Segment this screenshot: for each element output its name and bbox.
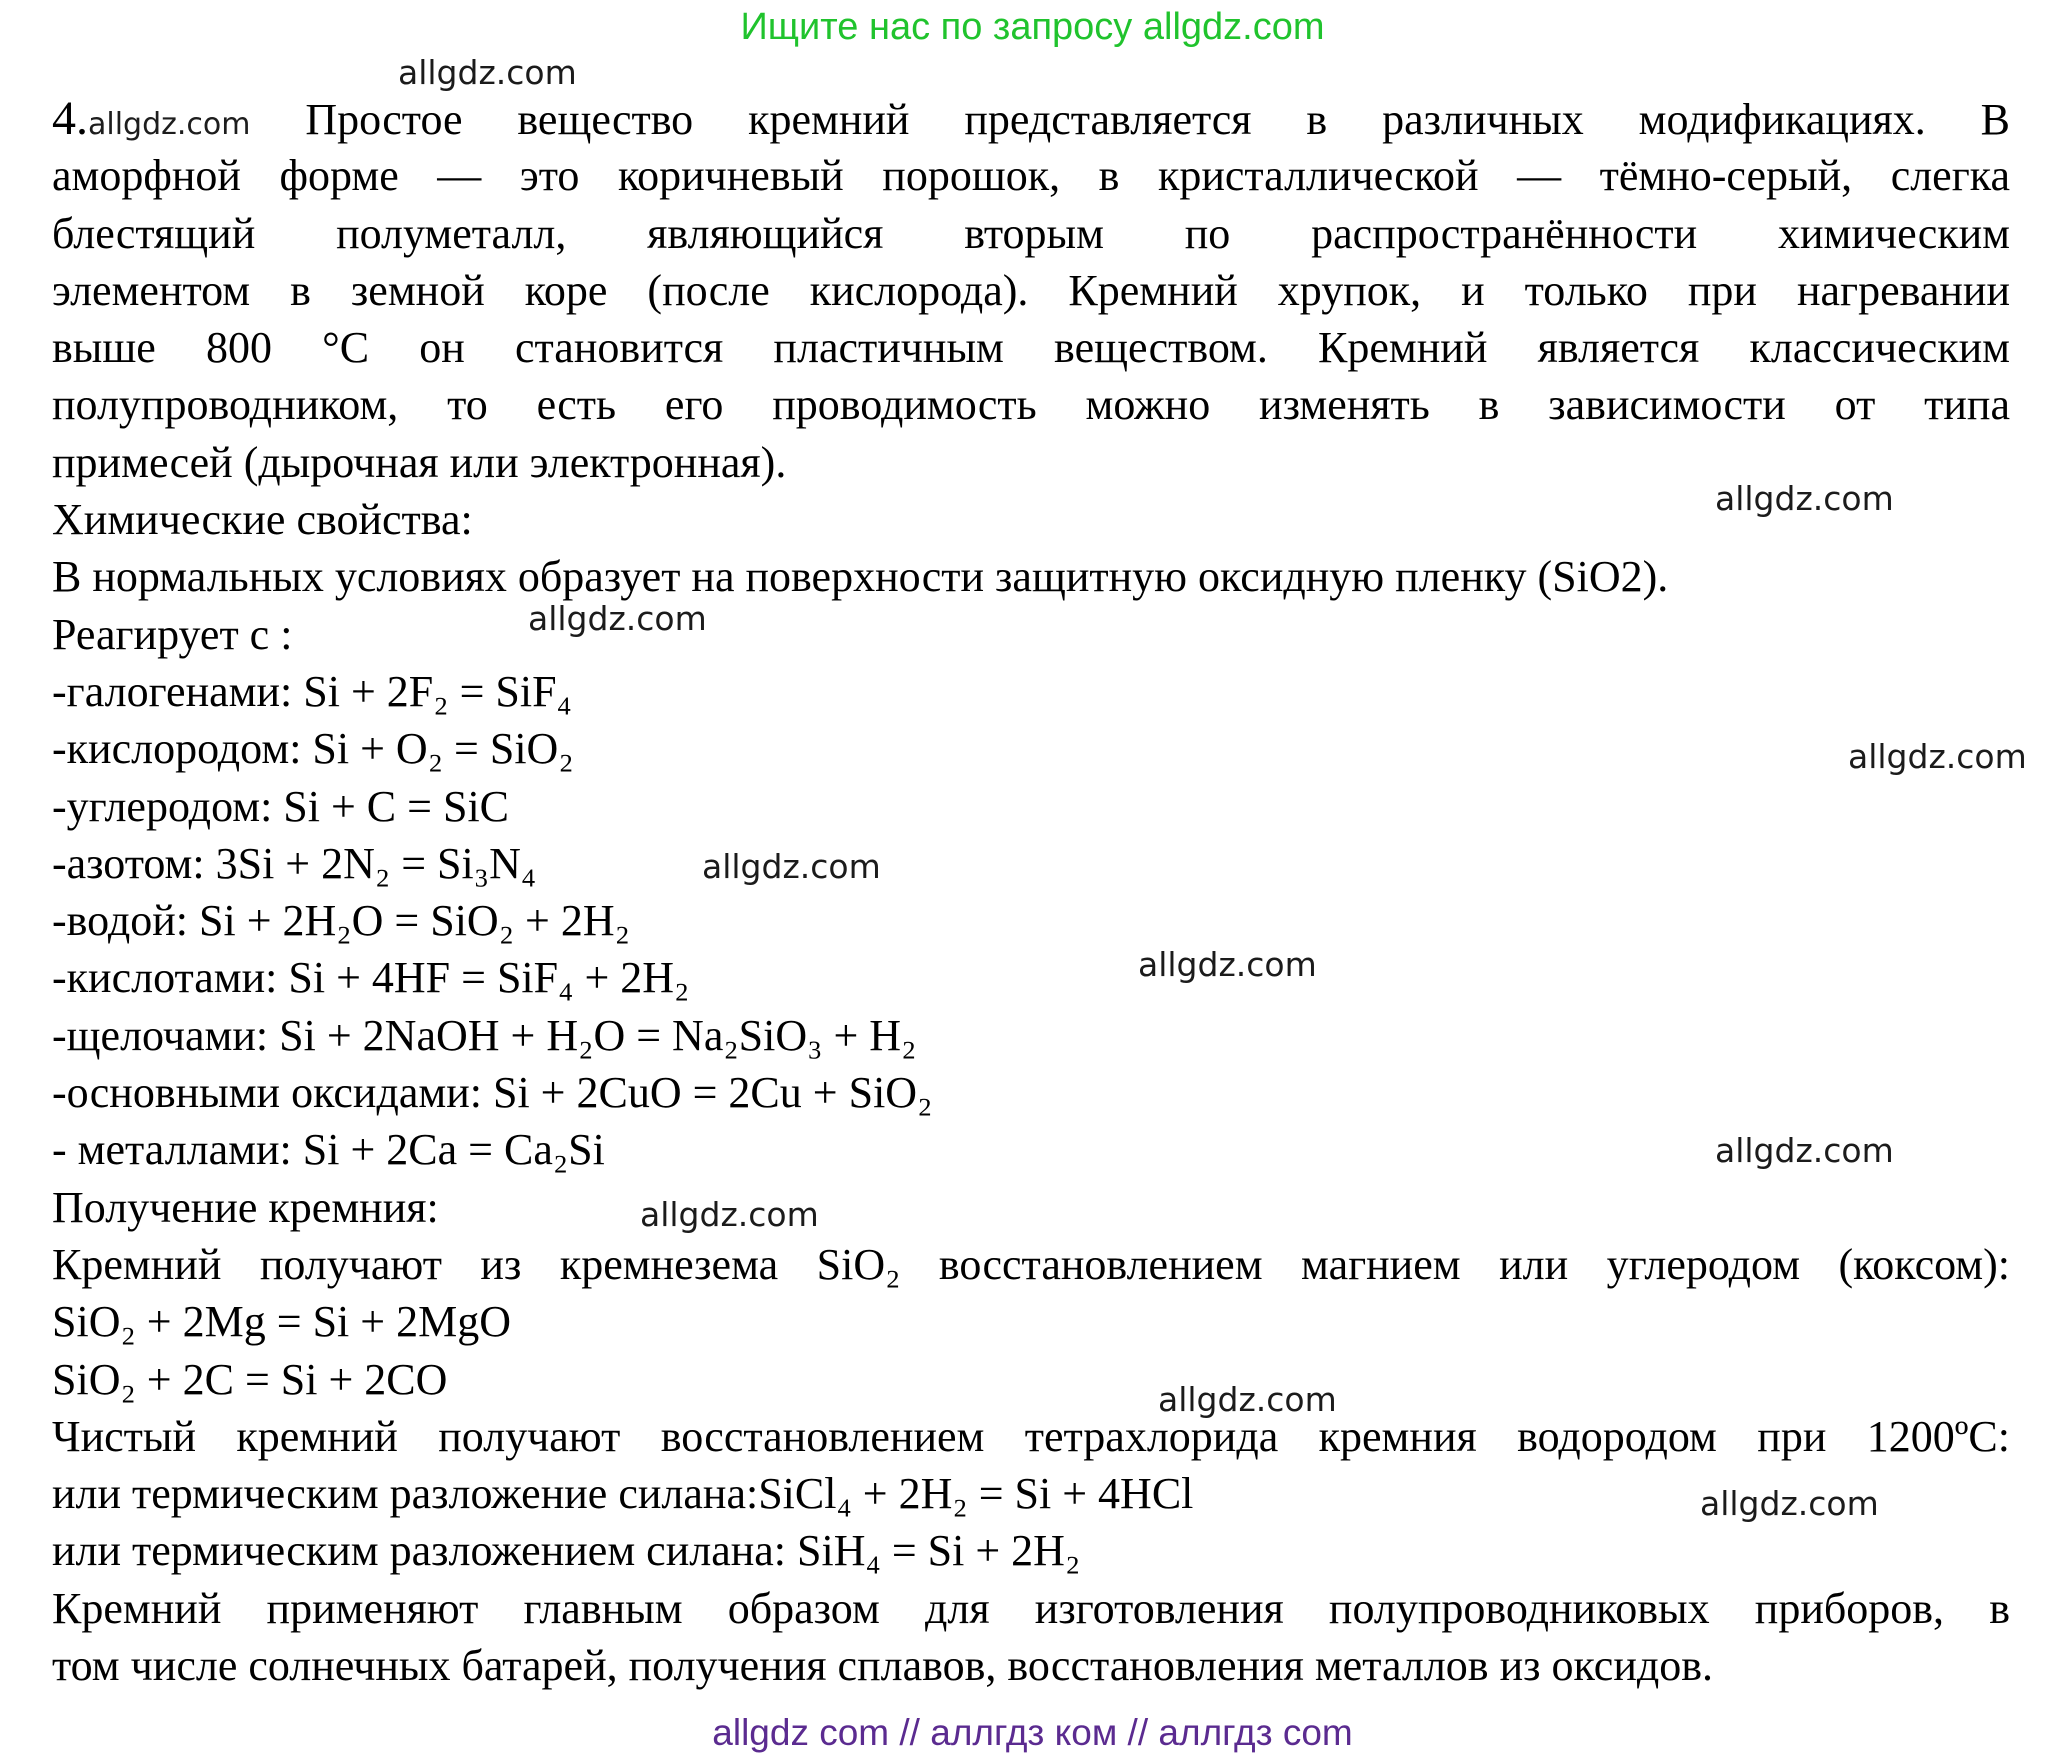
intro-line: аморфной форме — это коричневый порошок, в кристаллической — тёмно-серый, слегка <box>52 151 2010 201</box>
production-intro-line: Кремний получают из кремнезема SiO₂ восстановлением магнием или углеродом (коксом): <box>52 1239 2010 1289</box>
intro-line: выше 800 °С он становится пластичным веществом. Кремний является классическим <box>52 323 2010 373</box>
reaction-alkalis: -щелочами: Si + 2NaOH + H₂O = Na₂SiO₃ + H₂ <box>52 1010 917 1060</box>
heading-silicon-production: Получение кремния: <box>52 1182 439 1232</box>
watermark-allgdz: allgdz.com <box>1700 1484 1879 1523</box>
intro-line: блестящий полуметалл, являющийся вторым по распространённости химическим <box>52 208 2010 258</box>
promo-header: Ищите нас по запросу allgdz.com <box>740 6 1325 48</box>
pure-silicon-line: Чистый кремний получают восстановлением тетрахлорида кремния водородом при 1200ºС: <box>52 1411 2010 1461</box>
normal-conditions-line: В нормальных условиях образует на поверхности защитную оксидную пленку (SiO2). <box>52 552 1669 602</box>
item-number: 4. <box>52 92 88 145</box>
silane-decomposition-line-2: или термическим разложением силана: SiH₄ = Si + 2H₂ <box>52 1526 1081 1576</box>
intro-line <box>52 90 2010 147</box>
reaction-acids: -кислотами: Si + 4HF = SiF₄ + 2H₂ <box>52 953 690 1003</box>
watermark-allgdz: allgdz.com <box>398 53 577 92</box>
watermark-allgdz: allgdz.com <box>702 847 881 886</box>
application-line: том числе солнечных батарей, получения сплавов, восстановления металлов из оксидов. <box>52 1641 1714 1691</box>
heading-chemical-properties: Химические свойства: <box>52 495 473 545</box>
intro-line: элементом в земной коре (после кислорода). Кремний хрупок, и только при нагревании <box>52 265 2010 315</box>
application-line: Кремний применяют главным образом для изготовления полупроводниковых приборов, в <box>52 1583 2010 1633</box>
watermark-allgdz: allgdz.com <box>1138 945 1317 984</box>
watermark-allgdz: allgdz.com <box>1715 479 1894 518</box>
promo-footer: allgdz com // аллгдз ком // аллгдз com <box>712 1712 1353 1753</box>
reaction-basic-oxides: -основными оксидами: Si + 2CuO = 2Cu + SiO₂ <box>52 1068 933 1118</box>
watermark-allgdz: allgdz.com <box>640 1195 819 1234</box>
watermark-allgdz: allgdz.com <box>528 599 707 638</box>
reaction-carbon: -углеродом: Si + C = SiC <box>52 781 510 831</box>
reacts-with-line: Реагирует с : <box>52 609 293 659</box>
watermark-allgdz: allgdz.com <box>1158 1380 1337 1419</box>
intro-text: Простое вещество кремний представляется в различных модификациях. В <box>305 95 2010 144</box>
reaction-oxygen: -кислородом: Si + O₂ = SiO₂ <box>52 724 574 774</box>
inline-watermark: allgdz.com <box>88 107 251 142</box>
equation-sio2-mg: SiO₂ + 2Mg = Si + 2MgO <box>52 1297 511 1347</box>
reaction-metals: - металлами: Si + 2Ca = Ca₂Si <box>52 1125 605 1175</box>
equation-sio2-c: SiO₂ + 2C = Si + 2CO <box>52 1354 448 1404</box>
watermark-allgdz: allgdz.com <box>1848 737 2027 776</box>
document-body <box>52 90 2010 1694</box>
reaction-halogens: -галогенами: Si + 2F₂ = SiF₄ <box>52 666 572 716</box>
reaction-nitrogen: -азотом: 3Si + 2N₂ = Si₃N₄ <box>52 838 537 888</box>
watermark-allgdz: allgdz.com <box>1715 1131 1894 1170</box>
silane-decomposition-line-1: или термическим разложение силана:SiCl₄ + 2H₂ = Si + 4HCl <box>52 1469 1194 1519</box>
intro-line: примесей (дырочная или электронная). <box>52 437 787 487</box>
reaction-water: -водой: Si + 2H₂O = SiO₂ + 2H₂ <box>52 896 630 946</box>
intro-line: полупроводником, то есть его проводимость можно изменять в зависимости от типа <box>52 380 2010 430</box>
